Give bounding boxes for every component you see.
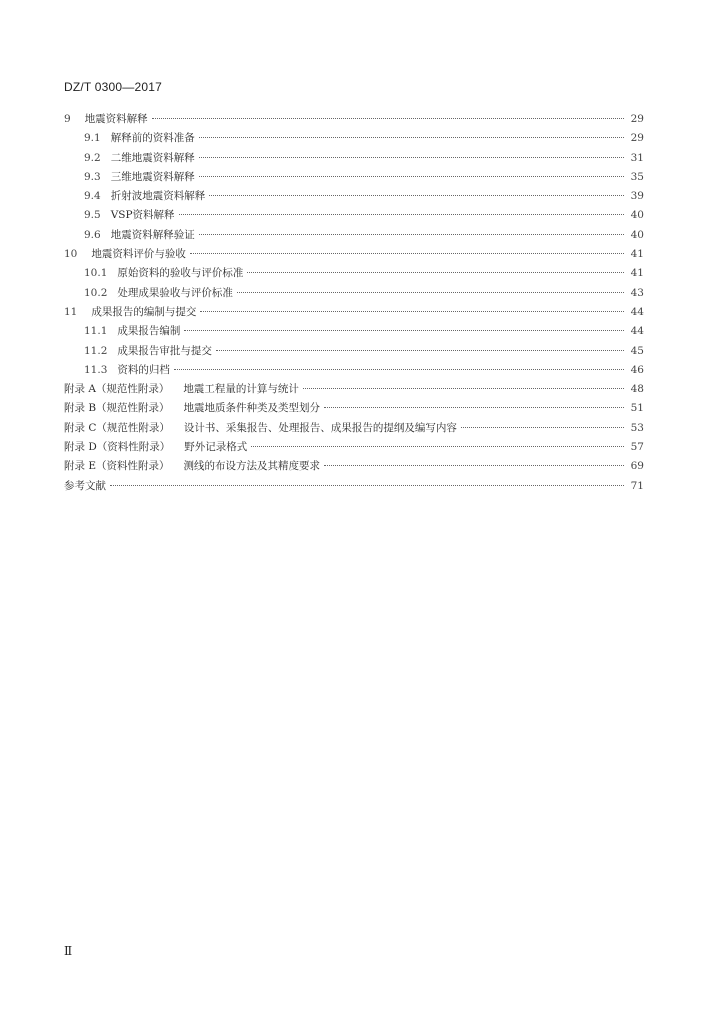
toc-entry-page: 40 [630,209,644,222]
toc-entry-number: 11.2 [84,344,108,357]
dot-leader [247,272,624,273]
dot-leader [461,427,624,428]
toc-entry-appendix-tag: 附录 E（资料性附录） [64,460,170,473]
toc-entry-page: 44 [630,325,644,338]
toc-entry-page: 51 [630,402,644,415]
toc-entry-page: 41 [630,267,644,280]
toc-entry-number: 11.3 [84,363,108,376]
toc-entry-page: 31 [630,151,644,164]
dot-leader [199,137,624,138]
toc-entry-title: 原始资料的验收与评价标准 [117,267,244,280]
toc-entry-number: 11 [64,305,78,318]
dot-leader [179,214,624,215]
toc-entry-number: 11.1 [84,325,108,338]
toc-entry-title: 设计书、采集报告、处理报告、成果报告的提纲及编写内容 [183,421,457,434]
toc-entry-title: 成果报告审批与提交 [117,344,212,357]
dot-leader [152,118,624,119]
toc-entry-number: 9.2 [84,151,101,164]
toc-entry[interactable] [64,149,644,168]
toc-entry-number: 9.4 [84,190,101,203]
toc-entry-page: 43 [630,286,644,299]
toc-entry-page: 46 [630,363,644,376]
toc-entry-page: 69 [630,460,644,473]
toc-entry-title: 二维地震资料解释 [110,151,195,164]
toc-entry[interactable] [64,342,644,361]
toc-entry-page: 48 [630,383,644,396]
toc-entry-title: 参考文献 [64,479,106,492]
toc-entry[interactable] [64,361,644,380]
toc-entry[interactable] [64,245,644,264]
toc-entry-title: 地震资料解释验证 [110,228,195,241]
toc-entry-number: 10.2 [84,286,108,299]
toc-entry-title: 资料的归档 [117,363,170,376]
toc-entry[interactable] [64,110,644,129]
toc-entry[interactable] [64,168,644,187]
toc-entry-title: 地震资料解释 [84,113,148,125]
dot-leader [184,330,624,331]
toc-entry[interactable] [64,187,644,206]
toc-entry-title: 处理成果验收与评价标准 [117,286,233,299]
dot-leader [110,485,624,486]
toc-entry-title: 测线的布设方法及其精度要求 [183,460,321,473]
toc-entry[interactable] [64,303,644,322]
dot-leader [303,388,624,389]
dot-leader [216,350,624,351]
toc-entry-title: 成果报告编制 [117,325,181,338]
toc-entry[interactable] [64,284,644,303]
toc-entry-title: 野外记录格式 [184,441,248,454]
toc-entry[interactable] [64,380,644,399]
toc-entry-page: 44 [630,305,644,318]
toc-entry-page: 71 [630,479,644,492]
toc-entry[interactable] [64,438,644,457]
toc-entry-page: 29 [630,132,644,145]
dot-leader [174,369,624,370]
toc-entry[interactable] [64,129,644,148]
toc-entry-page: 35 [630,170,644,183]
toc-entry-title: 折射波地震资料解释 [110,190,206,203]
toc-entry-number: 9.1 [84,132,101,145]
dot-leader [199,234,624,235]
dot-leader [199,176,624,177]
toc-entry-title: 解释前的资料准备 [110,132,195,145]
toc-entry-title: VSP资料解释 [110,209,175,222]
toc-entry-number: 9.6 [84,228,101,241]
dot-leader [251,446,624,447]
toc-entry-page: 41 [630,248,644,261]
toc-entry-title: 成果报告的编制与提交 [91,305,197,318]
toc-entry-number: 10 [64,248,78,261]
toc-entry-page: 45 [630,344,644,357]
toc-entry-number: 9.5 [84,209,101,222]
toc-entry[interactable] [64,264,644,283]
toc-entry-page: 40 [630,228,644,241]
toc-entry-number: 9 [64,113,71,125]
toc-entry-page: 29 [630,113,644,125]
toc-entry-page: 53 [630,421,644,434]
dot-leader [324,407,624,408]
toc-entry-title: 地震工程量的计算与统计 [183,383,299,396]
dot-leader [324,465,624,466]
toc-entry[interactable] [64,457,644,476]
dot-leader [200,311,624,312]
toc-entry-appendix-tag: 附录 D（资料性附录） [64,441,171,454]
toc-entry-title: 地震资料评价与验收 [91,248,186,261]
toc-entry[interactable] [64,322,644,341]
toc-entry-page: 57 [630,441,644,454]
toc-entry[interactable] [64,419,644,438]
dot-leader [190,253,624,254]
page-folio: Ⅱ [64,944,73,958]
toc-entry-number: 10.1 [84,267,108,280]
toc-entry-appendix-tag: 附录 C（规范性附录） [64,421,170,434]
toc-entry[interactable] [64,226,644,245]
dot-leader [199,157,624,158]
table-of-contents [64,110,644,496]
standard-code: DZ/T 0300—2017 [64,80,162,94]
toc-entry[interactable] [64,206,644,225]
dot-leader [237,292,624,293]
toc-entry[interactable] [64,399,644,418]
toc-entry-page: 39 [630,190,644,203]
toc-entry-title: 三维地震资料解释 [110,170,195,183]
toc-entry-number: 9.3 [84,170,101,183]
dot-leader [209,195,624,196]
toc-entry-appendix-tag: 附录 A（规范性附录） [64,383,170,396]
toc-entry[interactable] [64,477,644,496]
toc-entry-appendix-tag: 附录 B（规范性附录） [64,402,170,415]
toc-entry-title: 地震地质条件种类及类型划分 [183,402,321,415]
